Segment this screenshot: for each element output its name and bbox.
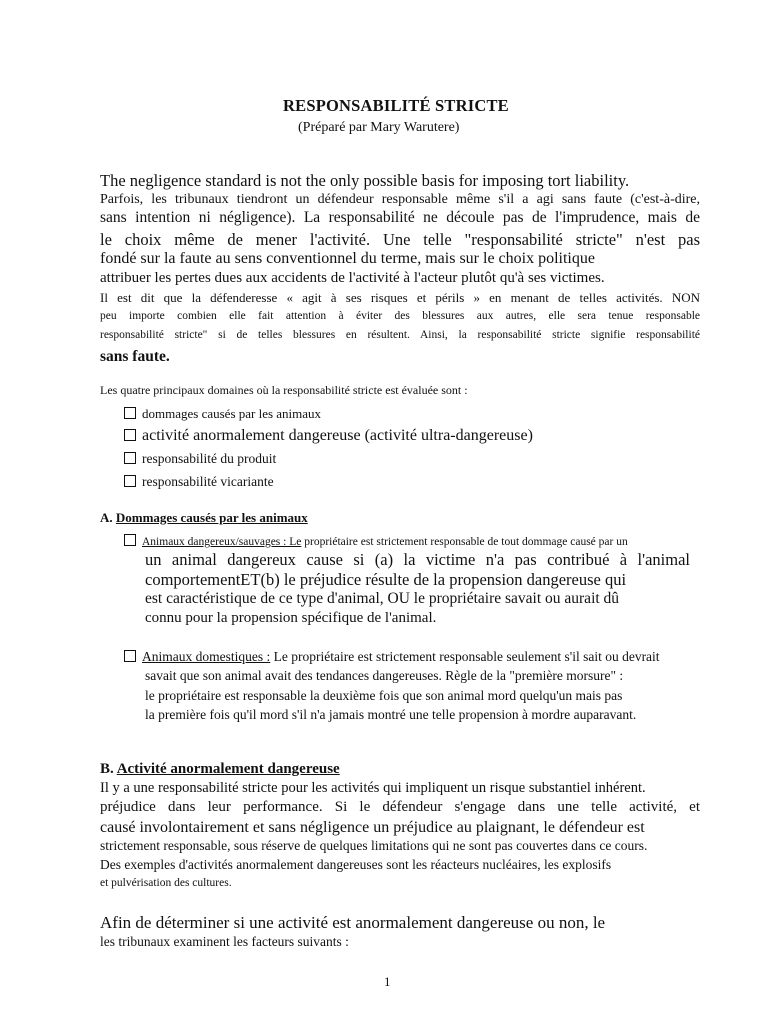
b-line-5: Des exemples d'activités anormalement dangereuses sont les réacteurs nucléaires, les explosifs [100, 857, 612, 872]
a1-line-2: un animal dangereux cause si (a) la victime n'a pas contribué à l'animal [145, 550, 690, 569]
a2-label: Animaux domestiques : [142, 649, 271, 664]
checkbox-icon [124, 407, 136, 419]
checkbox-icon [124, 452, 136, 464]
b-line-4: strictement responsable, sous réserve de quelques limitations qui ne sont pas couvertes dans ce cours. [100, 838, 648, 853]
document-title: RESPONSABILITÉ STRICTE [283, 96, 509, 115]
page-number: 1 [384, 974, 391, 989]
b-line-6: et pulvérisation des cultures. [100, 877, 232, 889]
paragraph-1-line-3: le choix même de mener l'activité. Une telle "responsabilité stricte" n'est pas [100, 230, 700, 249]
b-line-1: Il y a une responsabilité stricte pour les activités qui impliquent un risque substantiel inhérent. [100, 780, 646, 796]
b-line-3: causé involontairement et sans négligence un préjudice au plaignant, le défendeur est [100, 819, 645, 836]
section-a-heading: A. Dommages causés par les animaux [100, 510, 308, 525]
a2-line-4: la première fois qu'il mord s'il n'a jamais montré une telle propension à mordre auparavant. [145, 707, 637, 722]
b-line-2: préjudice dans leur performance. Si le défendeur s'engage dans une telle activité, et [100, 799, 700, 815]
paragraph-2-line-4: sans faute. [100, 348, 170, 365]
domains-intro: Les quatre principaux domaines où la responsabilité stricte est évaluée sont : [100, 383, 468, 397]
checkbox-icon [124, 534, 136, 546]
paragraph-1-line-5: attribuer les pertes dues aux accidents de l'activité à l'acteur plutôt qu'à ses victimes. [100, 270, 605, 286]
domain-item: dommages causés par les animaux [124, 406, 321, 422]
paragraph-2-line-3: responsabilité stricte" si de telles blessures en résultent. Ainsi, la responsabilité stricte signifie responsabilité [100, 329, 700, 341]
checkbox-icon [124, 429, 136, 441]
a1-line-5: connu pour la propension spécifique de l'animal. [145, 610, 437, 626]
domain-item: responsabilité vicariante [124, 474, 274, 490]
domain-item: activité anormalement dangereuse (activité ultra-dangereuse) [124, 427, 533, 445]
a2-line-3: le propriétaire est responsable la deuxième fois que son animal mord quelqu'un mais pas [145, 688, 623, 703]
domain-item: responsabilité du produit [124, 451, 276, 467]
a1-line-4: est caractéristique de ce type d'animal, OU le propriétaire savait ou aurait dû [145, 590, 620, 607]
paragraph-1-line-1: Parfois, les tribunaux tiendront un défendeur responsable même s'il a agi sans faute (c'est-à-dire, [100, 192, 700, 207]
a1-label: Animaux dangereux/sauvages : Le [142, 536, 302, 548]
paragraph-1-line-4: fondé sur la faute au sens conventionnel du terme, mais sur le choix politique [100, 250, 595, 267]
a2-line-2: savait que son animal avait des tendances dangereuses. Règle de la "première morsure" : [145, 668, 624, 683]
a1-line-3: comportementET(b) le préjudice résulte de la propension dangereuse qui [145, 570, 627, 589]
section-b-heading: B. Activité anormalement dangereuse [100, 761, 340, 777]
checkbox-icon [124, 475, 136, 487]
intro-line: The negligence standard is not the only possible basis for imposing tort liability. [100, 171, 630, 190]
paragraph-2-line-2: peu importe combien elle fait attention à éviter des blessures aux autres, elle sera tenue responsable [100, 310, 700, 322]
a2-line-1: Animaux domestiques : Le propriétaire est strictement responsable seulement s'il sait ou devrait [124, 649, 660, 665]
paragraph-2-line-1: Il est dit que la défenderesse « agit à ses risques et périls » en menant de telles activités. NON [100, 290, 700, 305]
c-line-1: Afin de déterminer si une activité est anormalement dangereuse ou non, le [100, 913, 606, 932]
c-line-2: les tribunaux examinent les facteurs suivants : [100, 934, 349, 949]
checkbox-icon [124, 650, 136, 662]
document-subtitle: (Préparé par Mary Warutere) [298, 120, 460, 135]
a1-line-1: Animaux dangereux/sauvages : Le propriétaire est strictement responsable de tout dommage causé par un [124, 534, 704, 548]
paragraph-1-line-2: sans intention ni négligence). La responsabilité ne découle pas de l'imprudence, mais de [100, 209, 700, 226]
